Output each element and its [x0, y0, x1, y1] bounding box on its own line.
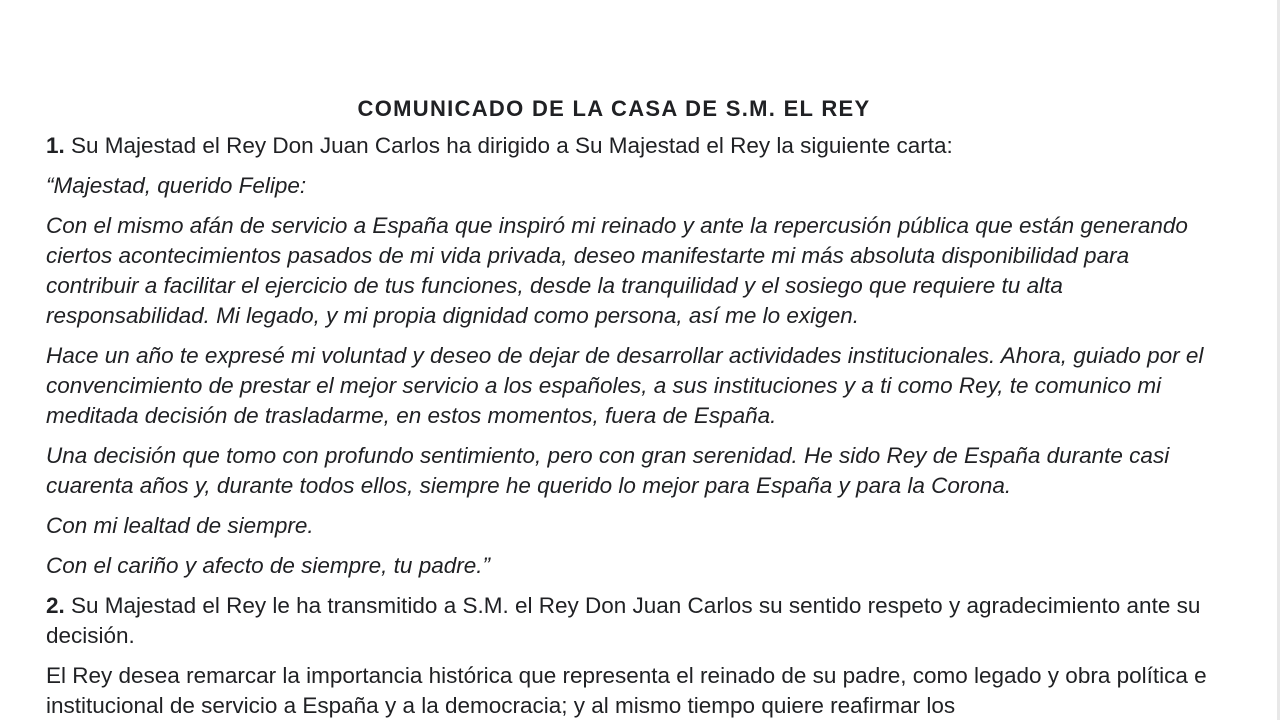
paragraph-text: Su Majestad el Rey le ha transmitido a S.M. el Rey Don Juan Carlos su sentido respeto y agradecimiento ante su decisión. [46, 593, 1201, 648]
paragraph-number: 2. [46, 593, 65, 618]
paragraph-text: Su Majestad el Rey Don Juan Carlos ha dirigido a Su Majestad el Rey la siguiente carta: [64, 133, 953, 158]
letter-salutation: “Majestad, querido Felipe: [46, 173, 307, 198]
letter-paragraph: Con el mismo afán de servicio a España que inspiró mi reinado y ante la repercusión pública que están generando ciertos acontecimientos pasados de mi vida privada, deseo manifestarte mi más absoluta disponibilidad para contribuir a facilitar el ejercicio de tus funciones, desde la tranquilidad y el sosiego que requiere tu alta responsabilidad. Mi legado, y mi propia dignidad como persona, así me lo exigen. [46, 213, 1188, 328]
document-title: COMUNICADO DE LA CASA DE S.M. EL REY [357, 96, 871, 121]
document-body [46, 93, 1226, 720]
paragraph-1 [46, 131, 1226, 161]
paragraph-text: El Rey desea remarcar la importancia histórica que representa el reinado de su padre, como legado y obra política e institucional de servicio a España y a la democracia; y al mismo tiempo quiere reafirmar los [46, 663, 1207, 718]
letter-closing: Con mi lealtad de siempre. [46, 513, 314, 538]
letter-signature: Con el cariño y afecto de siempre, tu padre.” [46, 553, 490, 578]
paragraph-2 [46, 591, 1226, 651]
letter-paragraph: Una decisión que tomo con profundo sentimiento, pero con gran serenidad. He sido Rey de España durante casi cuarenta años y, durante todos ellos, siempre he querido lo mejor para España y para la Corona. [46, 443, 1170, 498]
paragraph-number: 1. [46, 133, 65, 158]
letter-paragraph: Hace un año te expresé mi voluntad y deseo de dejar de desarrollar actividades institucionales. Ahora, guiado por el convencimiento de prestar el mejor servicio a los españoles, a sus instituciones y a ti como Rey, te comunico mi meditada decisión de trasladarme, en estos momentos, fuera de España. [46, 343, 1204, 428]
